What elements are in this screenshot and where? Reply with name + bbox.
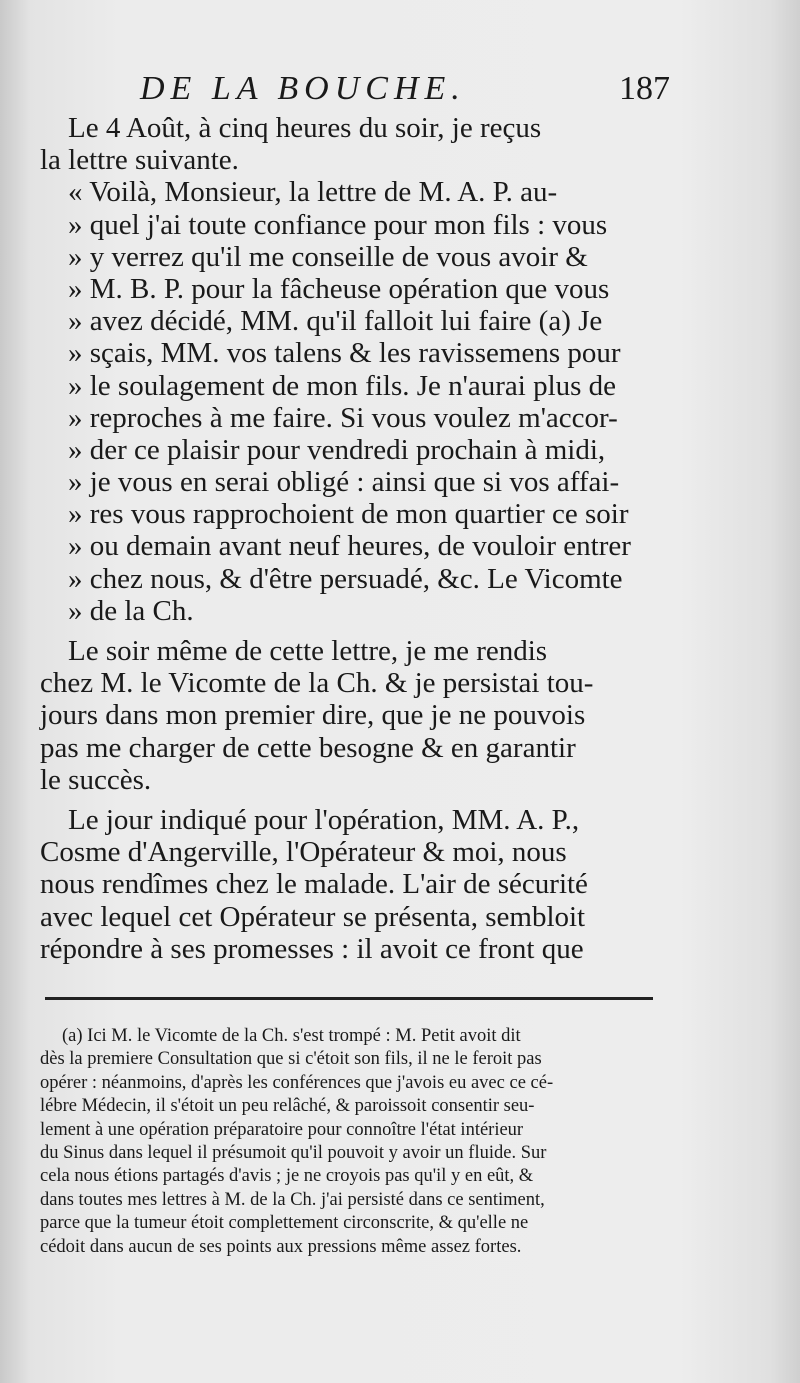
footnote-line: lébre Médecin, il s'étoit un peu relâché, & paroissoit consentir seu- — [40, 1096, 535, 1117]
text-line: » der ce plaisir pour vendredi prochain à midi, — [68, 433, 606, 466]
footnote-line: du Sinus dans lequel il présumoit qu'il pouvoit y avoir un fluide. Sur — [40, 1142, 547, 1163]
text-line: pas me charger de cette besogne & en garantir — [40, 731, 576, 764]
footnote-line: lement à une opération préparatoire pour connoître l'état intérieur — [40, 1119, 524, 1140]
text-line: Le soir même de cette lettre, je me rendis — [68, 635, 548, 667]
footnote-line: dans toutes mes lettres à M. de la Ch. j'ai persisté dans ce sentiment, — [40, 1189, 545, 1210]
paragraph-gap — [40, 627, 670, 635]
text-line: la lettre suivante. — [40, 144, 239, 177]
footnote-line: cédoit dans aucun de ses points aux pressions même assez fortes. — [40, 1236, 522, 1257]
text-line: Le 4 Août, à cinq heures du soir, je reçus — [68, 112, 542, 144]
text-line: » avez décidé, MM. qu'il falloit lui faire (a) Je — [68, 305, 603, 338]
footnote-line: dès la premiere Consultation que si c'étoit son fils, il ne le feroit pas — [40, 1049, 542, 1070]
text-line: » ou demain avant neuf heures, de vouloir entrer — [68, 530, 631, 563]
footnote-rule — [45, 997, 653, 1000]
text-line: le succès. — [40, 763, 152, 796]
footnote — [40, 1025, 675, 1259]
page-header — [140, 70, 670, 110]
text-line: » le soulagement de mon fils. Je n'aurai plus de — [68, 369, 617, 402]
text-line: » M. B. P. pour la fâcheuse opération que vous — [68, 272, 610, 305]
text-line: » je vous en serai obligé : ainsi que si vos affai- — [68, 466, 620, 499]
footnote-line: parce que la tumeur étoit complettement circonscrite, & qu'elle ne — [40, 1213, 529, 1234]
footnote-line: cela nous étions partagés d'avis ; je ne croyois pas qu'il y en eût, & — [40, 1166, 534, 1187]
footnote-line: (a) Ici M. le Vicomte de la Ch. s'est trompé : M. Petit avoit dit — [62, 1026, 521, 1046]
text-line: jours dans mon premier dire, que je ne pouvois — [40, 699, 586, 732]
paragraph-gap — [40, 796, 670, 804]
text-line: chez M. le Vicomte de la Ch. & je persistai tou- — [40, 667, 594, 700]
text-line: nous rendîmes chez le malade. L'air de sécurité — [40, 868, 588, 901]
body-text — [40, 112, 670, 965]
text-line: répondre à ses promesses : il avoit ce front que — [40, 932, 584, 965]
page-number: 187 — [619, 70, 670, 107]
text-line: » chez nous, & d'être persuadé, &c. Le Vicomte — [68, 562, 623, 595]
footnote-line: opérer : néanmoins, d'après les conférences que j'avois eu avec ce cé- — [40, 1072, 554, 1093]
text-line: avec lequel cet Opérateur se présenta, sembloit — [40, 900, 586, 933]
text-line: » de la Ch. — [68, 594, 194, 627]
text-line: » res vous rapprochoient de mon quartier ce soir — [68, 498, 629, 531]
text-line: » y verrez qu'il me conseille de vous avoir & — [68, 240, 588, 273]
text-line: » reproches à me faire. Si vous voulez m'accor- — [68, 401, 618, 434]
text-line: » sçais, MM. vos talens & les ravissemens pour — [68, 337, 621, 370]
running-head: DE LA BOUCHE. — [140, 70, 466, 107]
text-line: Cosme d'Angerville, l'Opérateur & moi, nous — [40, 836, 567, 869]
text-line: Le jour indiqué pour l'opération, MM. A. P., — [68, 803, 580, 836]
text-line: « Voilà, Monsieur, la lettre de M. A. P. au- — [68, 176, 558, 209]
text-line: » quel j'ai toute confiance pour mon fils : vous — [68, 208, 608, 241]
